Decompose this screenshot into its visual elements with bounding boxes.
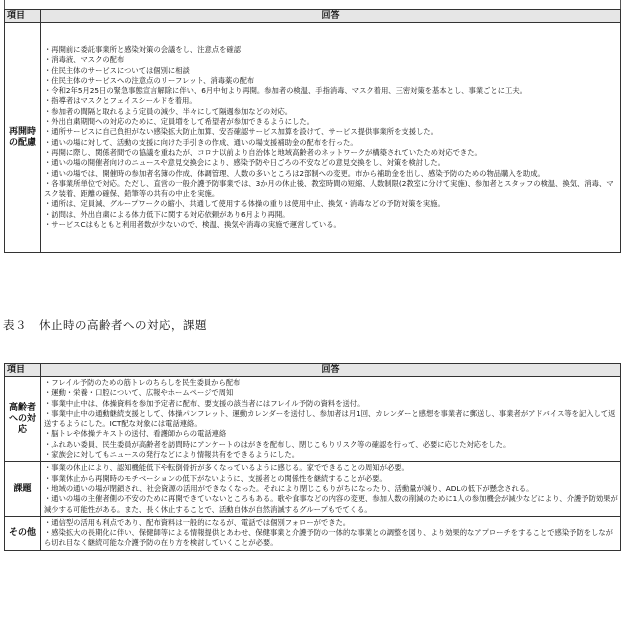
answer-line: ・事業中止中の通動継続支援として、体操パンフレット、運動カレンダーを送付し、参加者は月1回、カレンダーと感想を事業者に郵送し、事業者がアドバイス等を記入して返送するようにした。ICT配な対象には電話連絡。 — [44, 408, 616, 429]
answer-line: ・通信型の活用も利点であり、配布資料は一般的になるが、電話では個別フォローができた。 — [44, 517, 351, 527]
column-header-item: 項目 — [5, 10, 41, 23]
answer-line: ・事業の休止により、認知機能低下や転倒骨折が多くなっているように感じる。家でできることの周知が必要。 — [44, 463, 409, 473]
answer-line: ・事業中止中は、体操資料を参加予定者に配布、要支援の該当者にはフレイル予防の資料を送付。 — [44, 398, 365, 408]
table-top-fragment — [4, 0, 621, 9]
answer-line: ・脳トレや体操テキストの送付、看護師からの電話連絡 — [44, 429, 227, 439]
column-header-answer: 回答 — [41, 10, 621, 23]
row-label: その他 — [5, 516, 41, 550]
column-header-item: 項目 — [5, 364, 41, 377]
answer-line: ・再開前に委託事業所と感染対策の会議をし、注意点を確認 — [44, 45, 242, 54]
answer-line: ・外出自粛期間への対応のために、定員増をして希望者が参加できるようにした。 — [44, 117, 314, 127]
answer-line: ・ふれあい委員、民生委員が高齢者を訪問時にアンケートのはがきを配布し、閉じこもりリスク等の確認を行って、必要に応じた対応をした。 — [44, 439, 511, 449]
row-label: 課題 — [5, 462, 41, 516]
answer-cell — [41, 516, 621, 550]
answer-line: ・通所サービスに自己負担がない感染拡大防止加算、安否確認サービス加算を設けて、サービス提供事業所を支援した。 — [44, 127, 438, 137]
answer-line: ・フレイル予防のための筋トレのちらしを民生委員から配布 — [44, 378, 241, 387]
table-row — [5, 516, 621, 550]
answer-line: ・感染拡大の長期化に伴い、保健師等による情報提供とあわせ、保健事業と介護予防の一体的な事業との調整を図り、より効果的なアプローチをすることで感染予防をしながら切れ目なく継続可能な介護予防の在り方を検討していくことが必要。 — [44, 528, 613, 548]
answer-line: ・地域の通いの場が閉鎖され、社会資源の活用ができなくなった。それにより閉じこもりがちになったり、活動量が減り、ADLの低下が懸念される。 — [44, 483, 534, 493]
answer-line: ・通いの場の主催者側の不安のために再開できていないところもある。歌や食事などの内容の変更、参加人数の削減のために1人の参加機会が減少などにより、介護予防効果が減少する可能性がある。また、長く休止することで、活動自体が自然消滅するグループもでてくる。 — [44, 494, 618, 514]
answer-cell — [41, 462, 621, 516]
row-label: 高齢者 への対 応 — [5, 377, 41, 462]
answer-line: ・運動・栄養・口腔について、広報やホームページで周知 — [44, 388, 234, 398]
answer-line: ・参加者の間隔と取れるよう定員の減少、半々にして隔週参加などの対応。 — [44, 106, 293, 116]
answer-cell — [41, 23, 621, 253]
answer-line: ・事業休止から再開時のモチベーションの低下がないように、支援者との関係性を継続することが必要。 — [44, 473, 387, 483]
answer-line: ・住民主体のサービスへの注意点のリーフレット、消毒薬の配布 — [44, 75, 255, 85]
restart-considerations-table — [4, 9, 621, 253]
suspension-response-table — [4, 363, 621, 551]
answer-cell — [41, 377, 621, 462]
table-header-row — [5, 10, 621, 23]
answer-line: ・住民主体のサービスについては個別に相談 — [44, 65, 190, 75]
table-header-row — [5, 364, 621, 377]
column-header-answer: 回答 — [41, 364, 621, 377]
answer-line: ・サービスCはもともと利用者数が少ないので、検温、換気や消毒の実施で運営している。 — [44, 220, 341, 230]
answer-line: ・令和2年5月25日の緊急事態宣言解除に伴い、6月中旬より再開。参加者の検温、手指消毒、マスク着用、三密対策を基本とし、事業ごとに工夫。 — [44, 86, 527, 96]
answer-line: ・再開に際し、関係者間での協議を重ねたが、コロナ以前より自治体と地域高齢者のネットワークが構築されていたため対応できた。 — [44, 147, 482, 157]
table-row — [5, 462, 621, 516]
answer-line: ・通所は、定員減、グループワークの縮小、共通して使用する体操の重りは使用中止、換気・消毒などの予防対策を実施。 — [44, 199, 445, 209]
answer-line: ・指導者はマスクとフェイスシールドを着用。 — [44, 96, 197, 106]
answer-line: ・各事業所単位で対応。ただし、直営の一般介護予防事業では、3か月の休止後、教室時間の短縮、人数制限(2教室に分けて実施)、参加者とスタッフの検温、換気、消毒、マスク装着、距離の確保、鉛筆等の共有の中止を実施。 — [44, 178, 614, 199]
answer-line: ・通いの場に対して、活動の支援に向けた手引きの作成、通いの場支援補助金の配布を行った。 — [44, 137, 358, 147]
answer-line: ・家族会に対してもニュースの発行などにより情報共有をできるようにした。 — [44, 450, 300, 460]
row-label: 再開時 の配慮 — [5, 23, 41, 253]
table-row — [5, 23, 621, 253]
answer-line: ・通いの場の開催者向けのニュースや意見交換会により、感染予防や日ごろの不安などの意見交換をし、対策を検討した。 — [44, 158, 445, 168]
table-caption: 表３ 休止時の高齢者への対応，課題 — [3, 318, 207, 332]
table-row — [5, 377, 621, 462]
answer-line: ・訪問は、外出自粛による体力低下に関する対応依頼があり6月より再開。 — [44, 209, 290, 219]
answer-line: ・消毒液、マスクの配布 — [44, 55, 125, 65]
answer-line: ・通いの場では、開催時の参加者名簿の作成、体調管理、人数の多いところは2部制への変更。市から補助金を出し、感染予防のための物品購入を助成。 — [44, 168, 545, 178]
